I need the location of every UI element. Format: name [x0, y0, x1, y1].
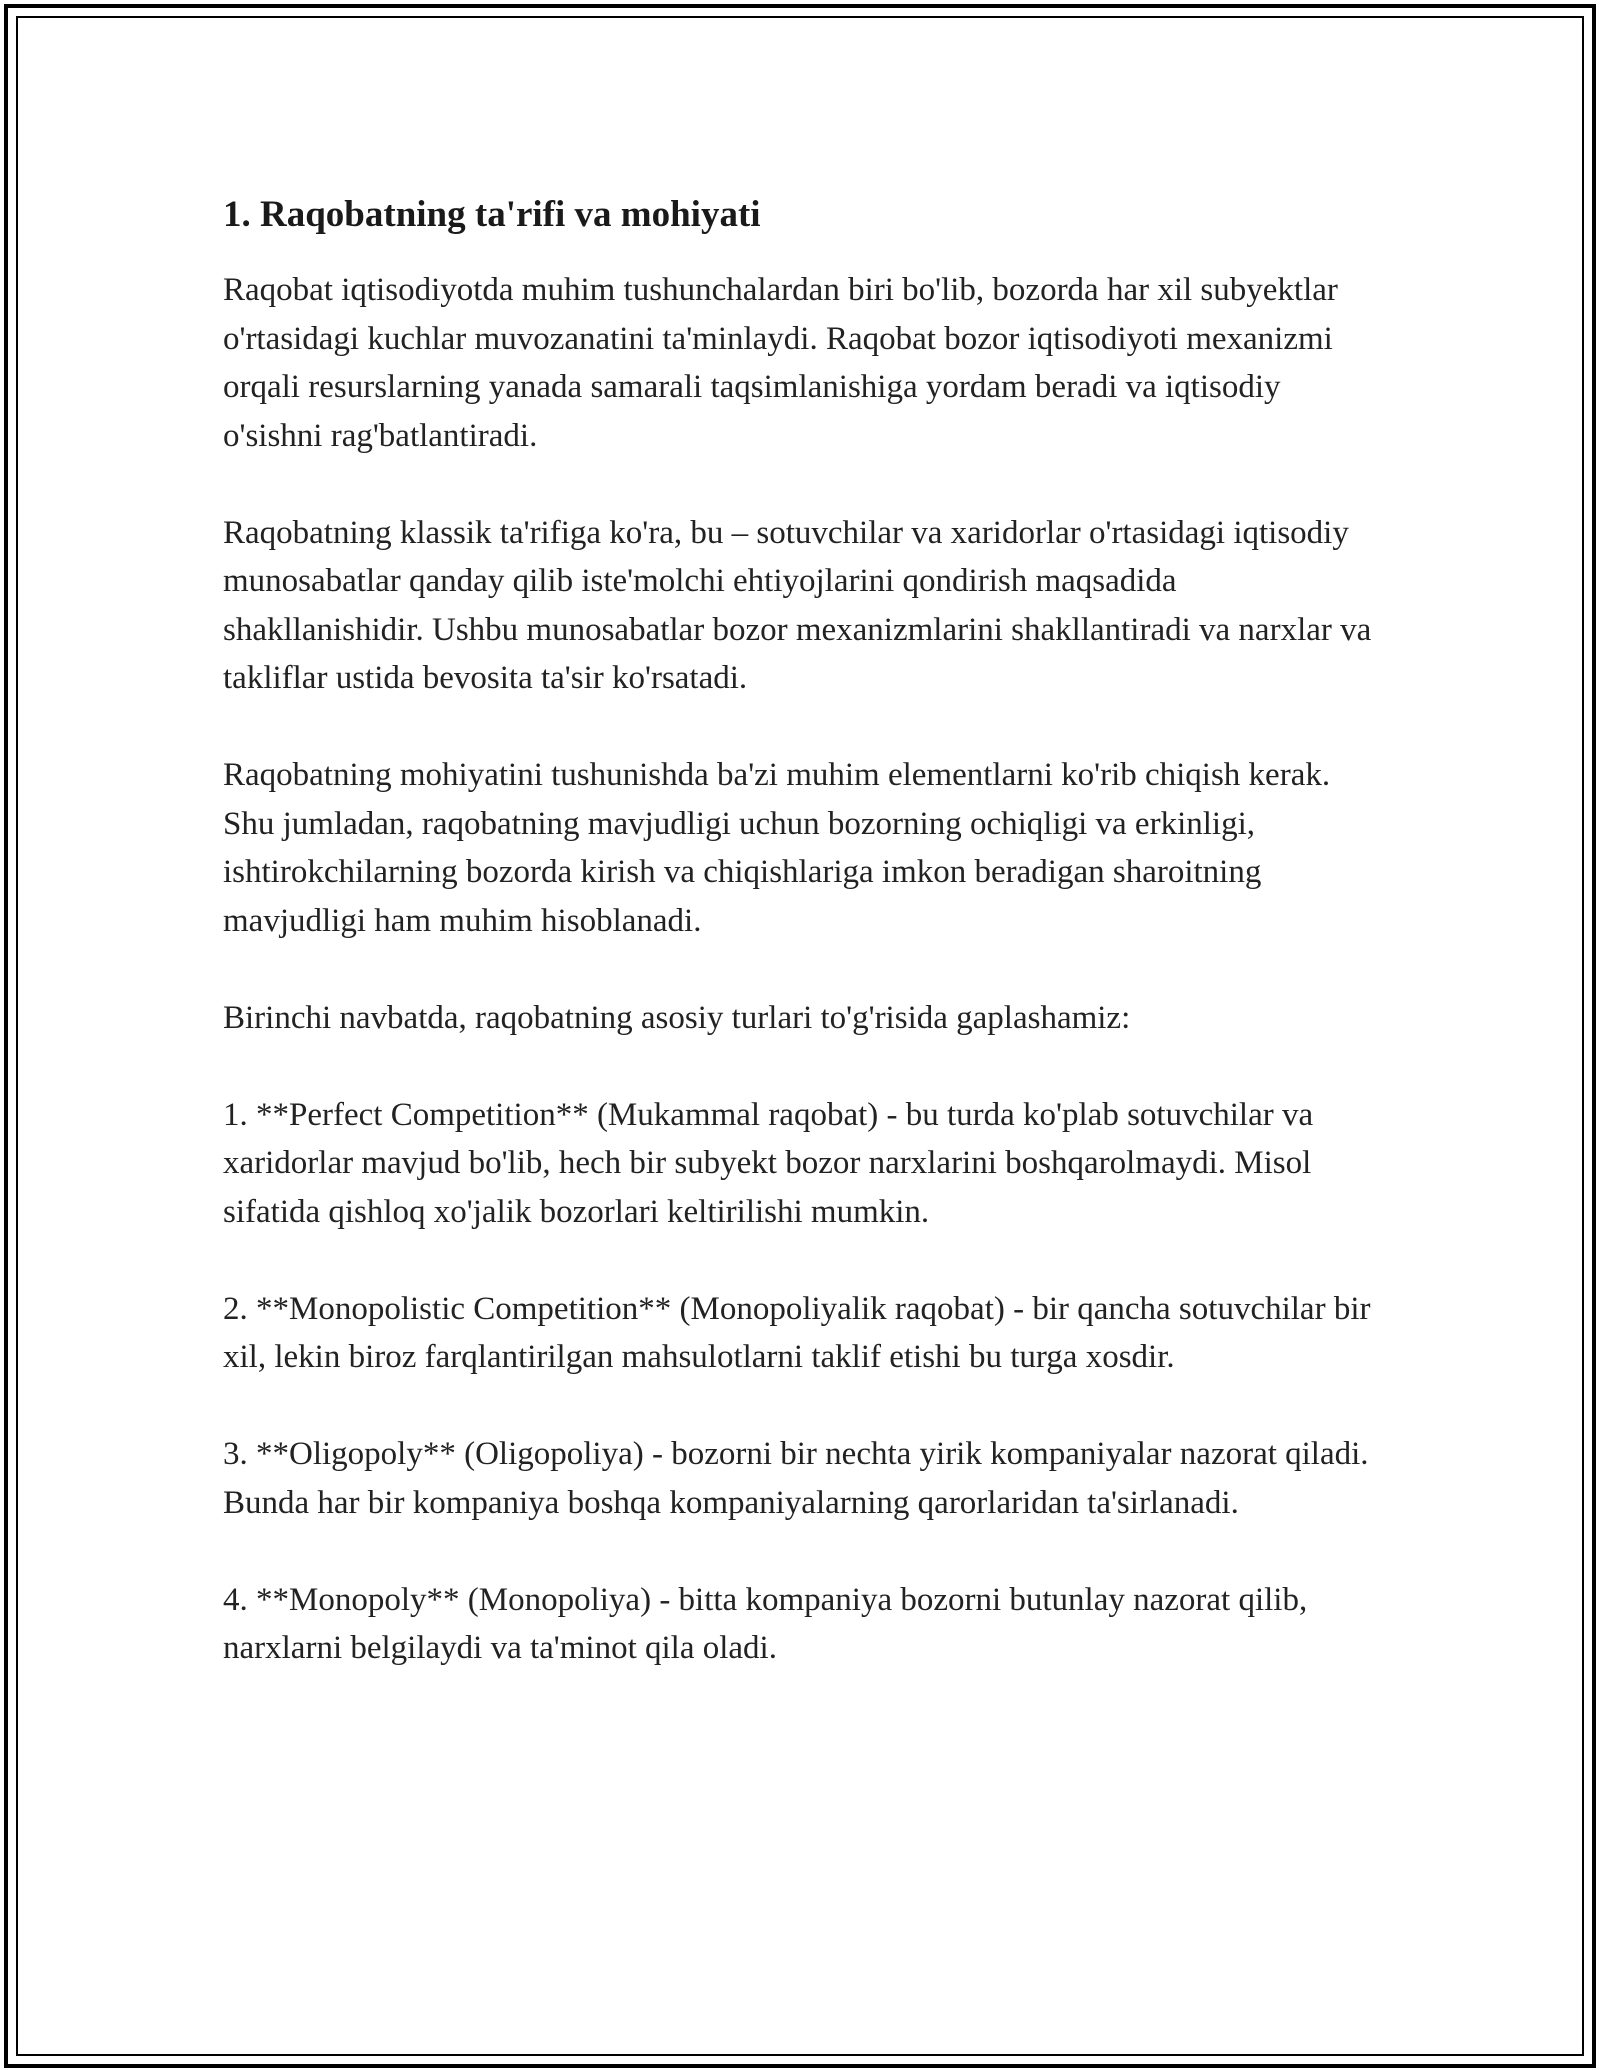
list-item-oligopoly: 3. **Oligopoly** (Oligopoliya) - bozorni bir nechta yirik kompaniyalar nazorat qiladi. Bunda har bir kompaniya boshqa kompaniyalarning qarorlaridan ta'sirlanadi.	[223, 1436, 1369, 1521]
section-title: 1. Raqobatning ta'rifi va mohiyati	[223, 194, 761, 235]
paragraph-essence: Raqobatning mohiyatini tushunishda ba'zi muhim elementlarni ko'rib chiqish kerak. Shu jumladan, raqobatning mavjudligi uchun bozorning ochiqligi va erkinligi, ishtirokchilarning bozorda kirish va chiqishlariga imkon beradigan sharoitning mavjudligi ham muhim hisoblanadi.	[223, 757, 1331, 939]
list-item-monopolistic-competition: 2. **Monopolistic Competition** (Monopoliyalik raqobat) - bir qancha sotuvchilar bir xil, lekin biroz farqlantirilgan mahsulotlarni taklif etishi bu turga xosdir.	[223, 1290, 1371, 1375]
paragraph-types-intro: Birinchi navbatda, raqobatning asosiy turlari to'g'risida gaplashamiz:	[223, 999, 1131, 1036]
paragraph-intro: Raqobat iqtisodiyotda muhim tushunchalardan biri bo'lib, bozorda har xil subyektlar o'rtasidagi kuchlar muvozanatini ta'minlaydi. Raqobat bozor iqtisodiyoti mexanizmi orqali resurslarning yanada samarali taqsimlanishiga yordam beradi va iqtisodiy o'sishni rag'batlantiradi.	[223, 272, 1338, 454]
list-item-monopoly: 4. **Monopoly** (Monopoliya) - bitta kompaniya bozorni butunlay nazorat qilib, narxlarni belgilaydi va ta'minot qila oladi.	[223, 1581, 1308, 1666]
paragraph-classic-definition: Raqobatning klassik ta'rifiga ko'ra, bu – sotuvchilar va xaridorlar o'rtasidagi iqtisodiy munosabatlar qanday qilib iste'molchi ehtiyojlarini qondirish maqsadida shakllanishidir. Ushbu munosabatlar bozor mexanizmlarini shakllantiradi va narxlar va takliflar ustida bevosita ta'sir ko'rsatadi.	[223, 514, 1372, 696]
document-body	[223, 186, 1373, 1721]
list-item-perfect-competition: 1. **Perfect Competition** (Mukammal raqobat) - bu turda ko'plab sotuvchilar va xaridorlar mavjud bo'lib, hech bir subyekt bozor narxlarini boshqarolmaydi. Misol sifatida qishloq xo'jalik bozorlari keltirilishi mumkin.	[223, 1096, 1314, 1230]
